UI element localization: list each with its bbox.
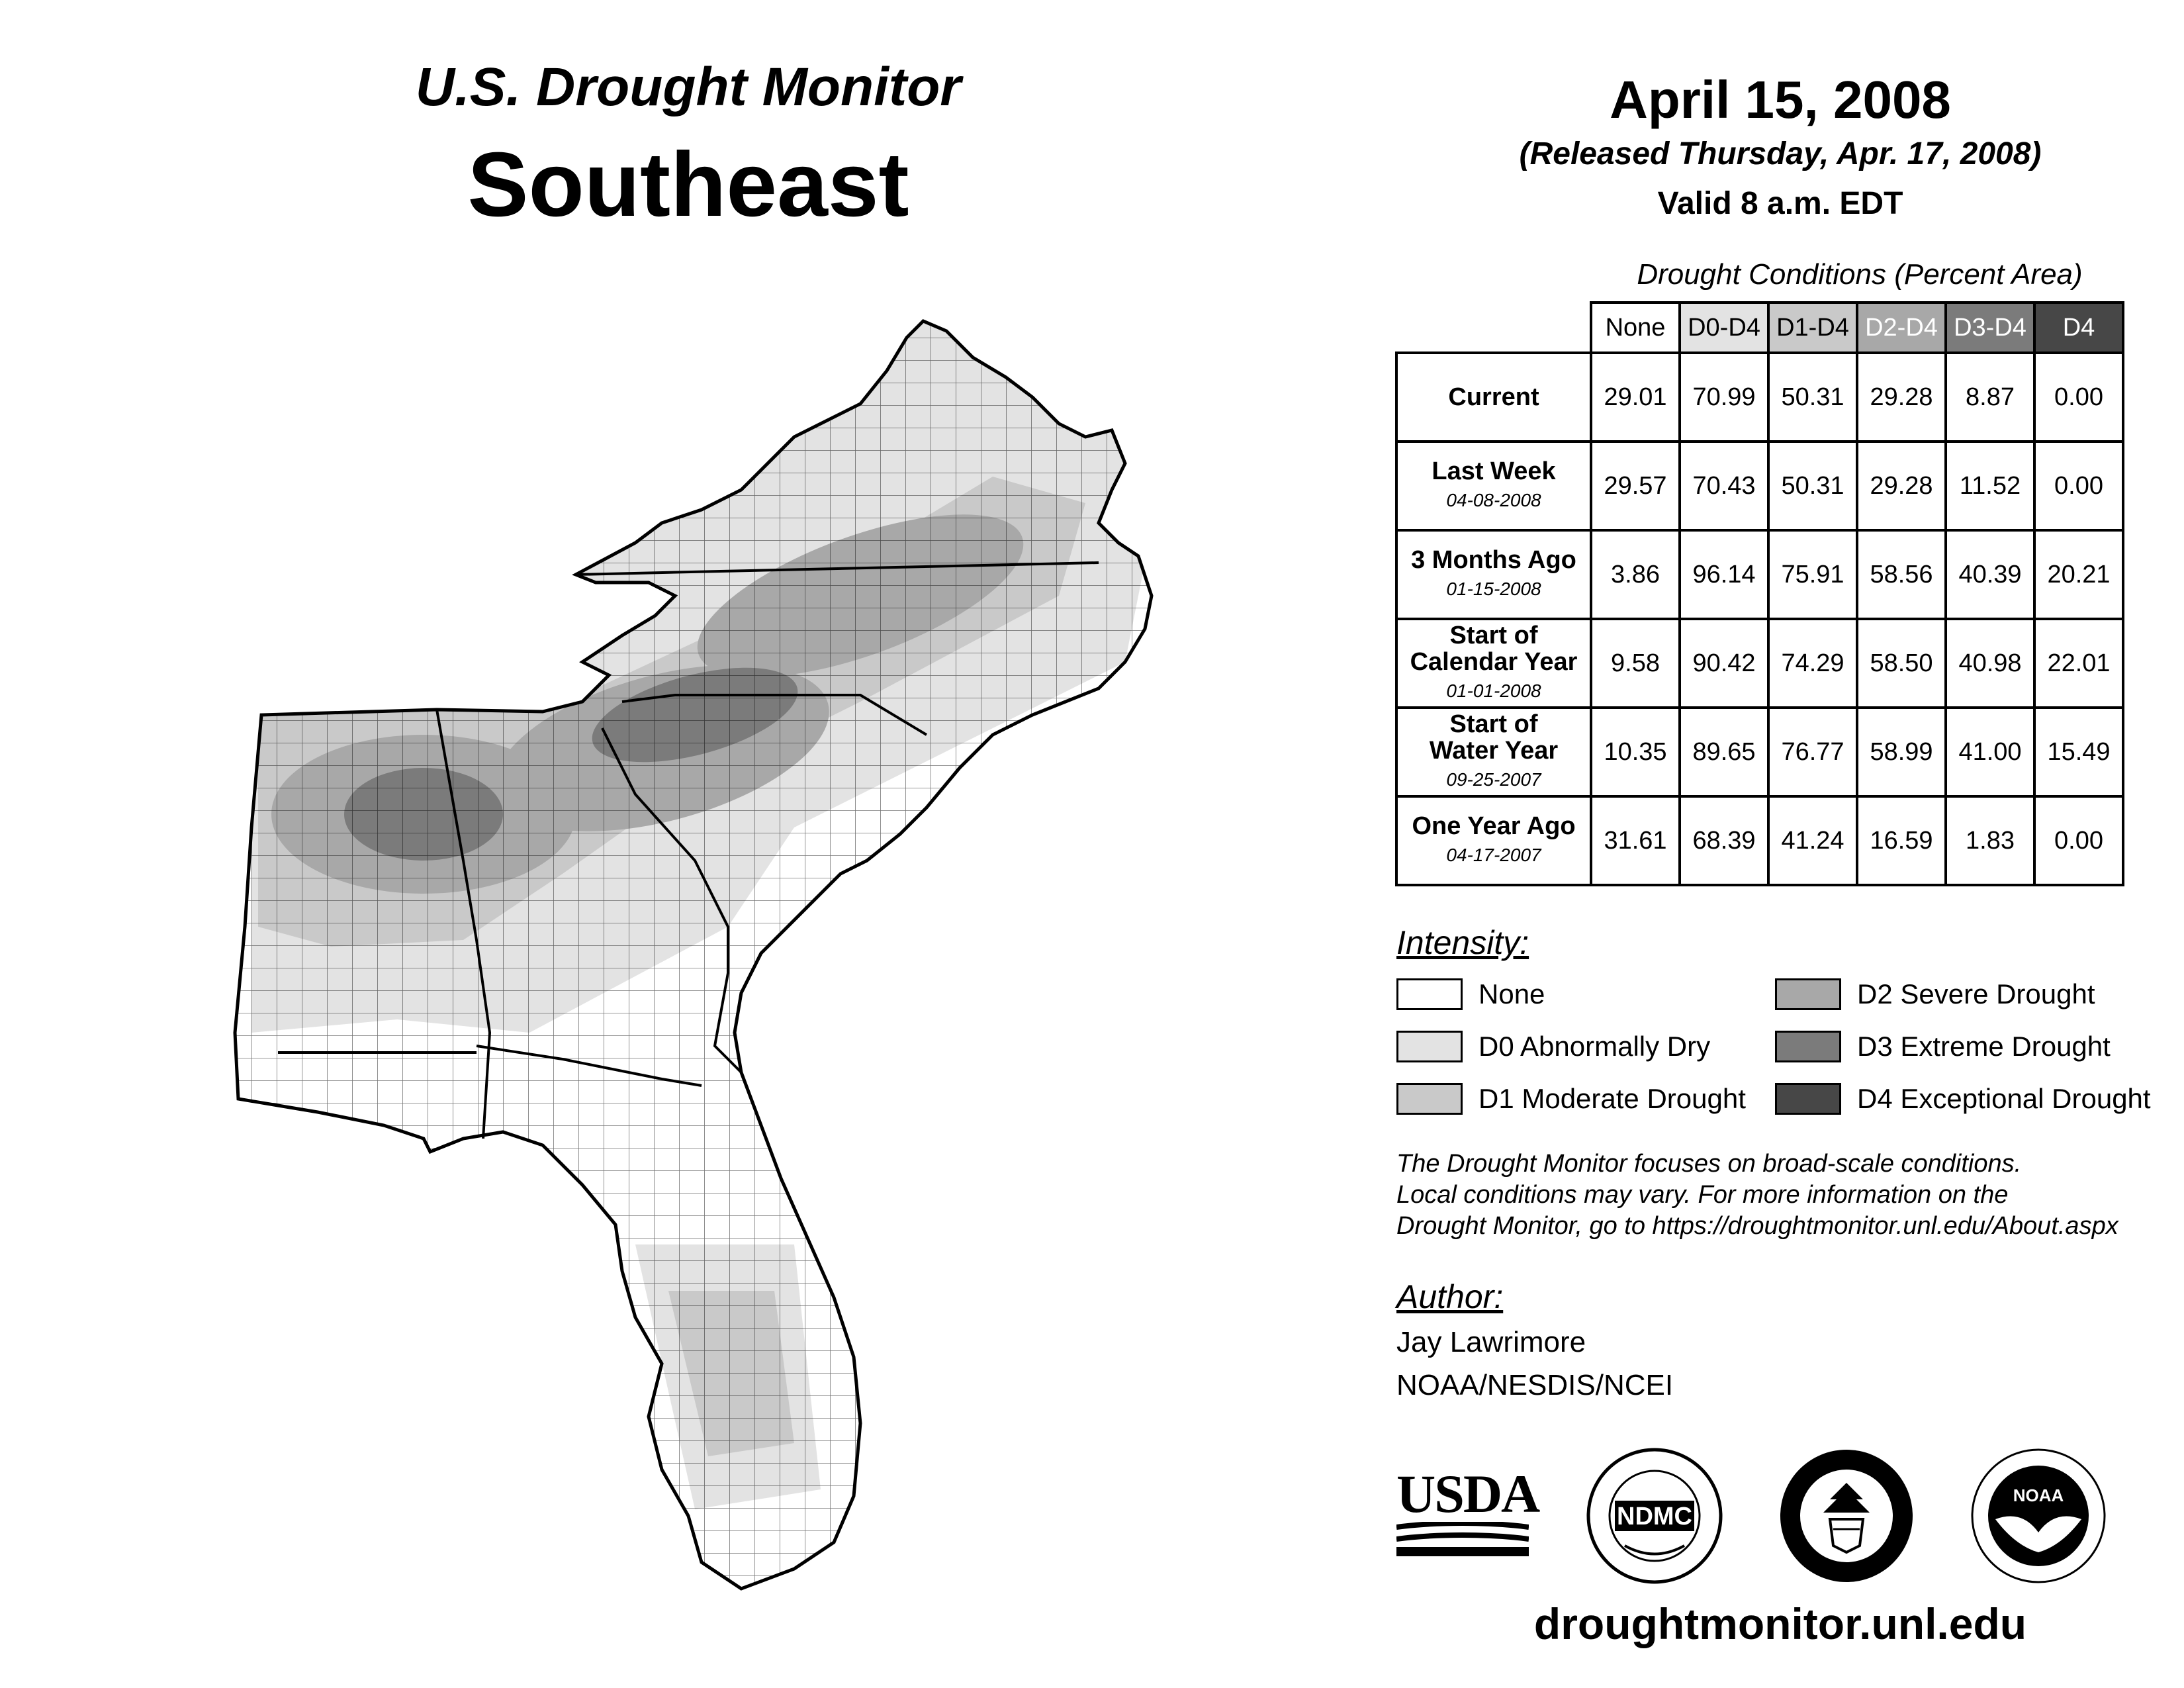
table-row — [1396, 530, 2123, 619]
row-date: 09-25-2007 — [1446, 769, 1541, 790]
noaa-logo-text: NOAA — [2013, 1485, 2064, 1505]
row-date: 01-15-2008 — [1446, 579, 1541, 599]
table-cell: 29.28 — [1857, 353, 1946, 442]
table-cell: 8.87 — [1946, 353, 2034, 442]
table-row — [1396, 708, 2123, 796]
table-cell: 0.00 — [2034, 796, 2123, 885]
map-subtitle: U.S. Drought Monitor — [415, 57, 962, 117]
col-header: D4 — [2034, 303, 2123, 353]
row-label: Start of Water Year 09-25-2007 — [1396, 708, 1591, 796]
legend-swatch — [1396, 1031, 1463, 1062]
table-cell: 50.31 — [1768, 442, 1857, 530]
table-cell: 1.83 — [1946, 796, 2034, 885]
author-org: NOAA/NESDIS/NCEI — [1396, 1369, 1674, 1401]
col-header: D1-D4 — [1768, 303, 1857, 353]
legend-label: D4 Exceptional Drought — [1857, 1083, 2151, 1114]
table-cell: 74.29 — [1768, 619, 1857, 708]
website-url: droughtmonitor.unl.edu — [1533, 1599, 2027, 1648]
legend-heading: Intensity: — [1396, 924, 1529, 961]
row-label: One Year Ago 04-17-2007 — [1396, 796, 1591, 885]
table-cell: 29.57 — [1591, 442, 1680, 530]
col-header: D2-D4 — [1857, 303, 1946, 353]
row-label: Current — [1396, 353, 1591, 442]
table-cell: 3.86 — [1591, 530, 1680, 619]
noaa-logo — [1969, 1446, 2108, 1585]
legend-swatch — [1775, 978, 1841, 1010]
ndmc-logo-text: NDMC — [1617, 1503, 1692, 1530]
table-caption: Drought Conditions (Percent Area) — [1637, 258, 2083, 291]
usda-logo — [1396, 1464, 1539, 1559]
table-cell: 0.00 — [2034, 442, 2123, 530]
table-cell: 76.77 — [1768, 708, 1857, 796]
table-cell: 58.50 — [1857, 619, 1946, 708]
table-cell: 58.56 — [1857, 530, 1946, 619]
doc-seal-logo — [1777, 1446, 1916, 1585]
table-cell: 15.49 — [2034, 708, 2123, 796]
row-date: 04-17-2007 — [1446, 845, 1541, 865]
table-cell: 29.01 — [1591, 353, 1680, 442]
legend-label: None — [1479, 978, 1545, 1009]
release-date: (Released Thursday, Apr. 17, 2008) — [1519, 136, 2042, 171]
table-cell: 68.39 — [1680, 796, 1768, 885]
author-heading: Author: — [1396, 1278, 1504, 1315]
table-cell: 10.35 — [1591, 708, 1680, 796]
note-line: Drought Monitor, go to https://droughtmonitor.unl.edu/About.aspx — [1396, 1212, 2118, 1240]
ndmc-logo — [1585, 1446, 1724, 1585]
legend-item-d0 — [1396, 1031, 1710, 1062]
note-line: Local conditions may vary. For more information on the — [1396, 1181, 2009, 1209]
table-corner — [1396, 303, 1591, 353]
row-label: Last Week 04-08-2008 — [1396, 442, 1591, 530]
legend-item-none — [1396, 978, 1545, 1010]
table-cell: 16.59 — [1857, 796, 1946, 885]
table-cell: 75.91 — [1768, 530, 1857, 619]
legend-label: D0 Abnormally Dry — [1479, 1031, 1711, 1062]
legend-item-d3 — [1775, 1031, 2111, 1062]
table-cell: 11.52 — [1946, 442, 2034, 530]
legend-swatch — [1775, 1031, 1841, 1062]
table-cell: 70.43 — [1680, 442, 1768, 530]
table-cell: 41.24 — [1768, 796, 1857, 885]
legend-item-d4 — [1775, 1083, 2151, 1115]
map-date: April 15, 2008 — [1610, 70, 1951, 129]
southeast-drought-map — [218, 311, 1178, 1615]
note-line: The Drought Monitor focuses on broad-scale conditions. — [1396, 1150, 2022, 1178]
table-cell: 90.42 — [1680, 619, 1768, 708]
table-row — [1396, 353, 2123, 442]
row-date: 01-01-2008 — [1446, 680, 1541, 701]
table-cell: 20.21 — [2034, 530, 2123, 619]
col-header: None — [1591, 303, 1680, 353]
table-cell: 58.99 — [1857, 708, 1946, 796]
row-label: Start of Calendar Year 01-01-2008 — [1396, 619, 1591, 708]
author-name: Jay Lawrimore — [1396, 1326, 1586, 1358]
table-cell: 70.99 — [1680, 353, 1768, 442]
usda-stripes-icon — [1396, 1522, 1529, 1559]
legend-item-d2 — [1775, 978, 2095, 1010]
table-cell: 40.39 — [1946, 530, 2034, 619]
disclaimer-note — [1396, 1149, 2177, 1242]
valid-time: Valid 8 a.m. EDT — [1657, 186, 1903, 221]
table-cell: 96.14 — [1680, 530, 1768, 619]
author-block — [1396, 1321, 1673, 1407]
row-label: 3 Months Ago 01-15-2008 — [1396, 530, 1591, 619]
table-cell: 22.01 — [2034, 619, 2123, 708]
legend-swatch — [1396, 1083, 1463, 1115]
table-cell: 89.65 — [1680, 708, 1768, 796]
legend-label: D1 Moderate Drought — [1479, 1083, 1746, 1114]
legend-label: D2 Severe Drought — [1857, 978, 2095, 1009]
col-header: D3-D4 — [1946, 303, 2034, 353]
table-row — [1396, 796, 2123, 885]
table-row — [1396, 619, 2123, 708]
table-cell: 50.31 — [1768, 353, 1857, 442]
col-header: D0-D4 — [1680, 303, 1768, 353]
legend-swatch — [1396, 978, 1463, 1010]
usda-logo-text: USDA — [1396, 1464, 1539, 1524]
table-cell: 31.61 — [1591, 796, 1680, 885]
legend-swatch — [1775, 1083, 1841, 1115]
legend-label: D3 Extreme Drought — [1857, 1031, 2111, 1062]
drought-stats-table — [1395, 301, 2124, 886]
table-cell: 40.98 — [1946, 619, 2034, 708]
table-header-row — [1396, 303, 2123, 353]
table-cell: 29.28 — [1857, 442, 1946, 530]
table-cell: 41.00 — [1946, 708, 2034, 796]
legend-item-d1 — [1396, 1083, 1746, 1115]
region-title: Southeast — [467, 134, 909, 236]
row-date: 04-08-2008 — [1446, 490, 1541, 510]
table-cell: 0.00 — [2034, 353, 2123, 442]
table-cell: 9.58 — [1591, 619, 1680, 708]
table-row — [1396, 442, 2123, 530]
